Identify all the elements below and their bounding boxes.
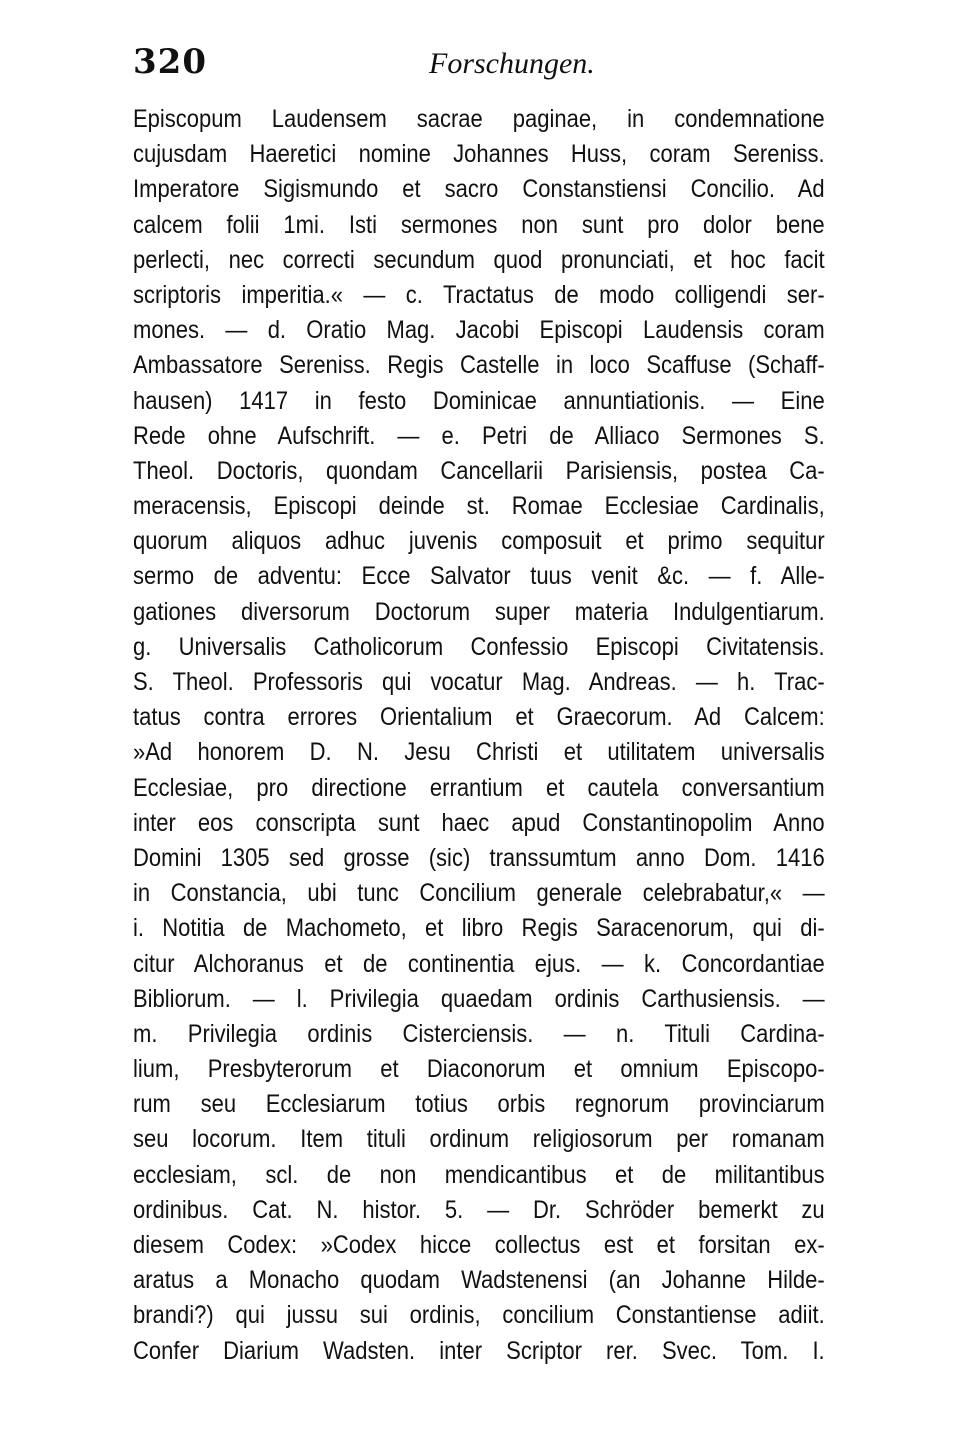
text-line: Ecclesiae, pro directione errantium et cautela conversantium bbox=[133, 773, 825, 802]
text-line: »Ad honorem D. N. Jesu Christi et utilitatem universalis bbox=[133, 738, 825, 767]
text-line: Bibliorum. — l. Privilegia quaedam ordinis Carthusiensis. — bbox=[133, 984, 825, 1013]
text-line: rum seu Ecclesiarum totius orbis regnorum provinciarum bbox=[133, 1090, 825, 1119]
text-line: citur Alchoranus et de continentia ejus. — k. Concordantiae bbox=[133, 949, 825, 978]
text-line: Domini 1305 sed grosse (sic) transsumtum anno Dom. 1416 bbox=[133, 843, 825, 872]
text-line: Ambassatore Sereniss. Regis Castelle in loco Scaffuse (Schaff- bbox=[133, 351, 825, 380]
text-line: lium, Presbyterorum et Diaconorum et omnium Episcopo- bbox=[133, 1055, 825, 1084]
text-line: meracensis, Episcopi deinde st. Romae Ecclesiae Cardinalis, bbox=[133, 492, 825, 521]
text-line: S. Theol. Professoris qui vocatur Mag. Andreas. — h. Trac- bbox=[133, 668, 825, 696]
text-line: sermo de adventu: Ecce Salvator tuus venit &c. — f. Alle- bbox=[133, 562, 825, 591]
text-line: diesem Codex: »Codex hicce collectus est et forsitan ex- bbox=[133, 1231, 825, 1259]
text-line: m. Privilegia ordinis Cisterciensis. — n. Tituli Cardina- bbox=[133, 1019, 825, 1048]
text-line: calcem folii 1mi. Isti sermones non sunt pro dolor bene bbox=[133, 210, 825, 239]
text-line: Imperatore Sigismundo et sacro Constanstiensi Concilio. Ad bbox=[133, 175, 825, 204]
running-head bbox=[133, 40, 833, 84]
text-line: gationes diversorum Doctorum super materia Indulgentiarum. bbox=[133, 597, 825, 626]
text-line: mones. — d. Oratio Mag. Jacobi Episcopi Laudensis coram bbox=[133, 316, 825, 345]
body-text bbox=[133, 102, 825, 1369]
text-line: scriptoris imperitia.« — c. Tractatus de modo colligendi ser- bbox=[133, 280, 825, 309]
text-line: ecclesiam, scl. de non mendicantibus et de militantibus bbox=[133, 1160, 825, 1189]
text-line: hausen) 1417 in festo Dominicae annuntiationis. — Eine bbox=[133, 386, 825, 415]
running-title: Forschungen. bbox=[429, 47, 595, 80]
text-line: Rede ohne Aufschrift. — e. Petri de Alliaco Sermones S. bbox=[133, 421, 825, 450]
text-line: aratus a Monacho quodam Wadstenensi (an Johanne Hilde- bbox=[133, 1266, 825, 1295]
text-line: Confer Diarium Wadsten. inter Scriptor rer. Svec. Tom. I. bbox=[133, 1336, 825, 1365]
text-line: Episcopum Laudensem sacrae paginae, in condemnatione bbox=[133, 105, 825, 133]
page-number: 320 bbox=[133, 42, 207, 82]
text-line: i. Notitia de Machometo, et libro Regis Saracenorum, qui di- bbox=[133, 914, 825, 943]
text-line: perlecti, nec correcti secundum quod pronunciati, et hoc facit bbox=[133, 245, 825, 274]
text-line: tatus contra errores Orientalium et Graecorum. Ad Calcem: bbox=[133, 703, 825, 732]
text-line: in Constancia, ubi tunc Concilium generale celebrabatur,« — bbox=[133, 879, 825, 908]
text-line: inter eos conscripta sunt haec apud Constantinopolim Anno bbox=[133, 808, 825, 837]
text-line: cujusdam Haeretici nomine Johannes Huss, coram Sereniss. bbox=[133, 140, 825, 169]
text-line: Theol. Doctoris, quondam Cancellarii Parisiensis, postea Ca- bbox=[133, 456, 825, 485]
text-line: brandi?) qui jussu sui ordinis, concilium Constantiense adiit. bbox=[133, 1301, 825, 1330]
text-line: ordinibus. Cat. N. histor. 5. — Dr. Schröder bemerkt zu bbox=[133, 1195, 825, 1224]
text-line: g. Universalis Catholicorum Confessio Episcopi Civitatensis. bbox=[133, 632, 825, 661]
text-line: seu locorum. Item tituli ordinum religiosorum per romanam bbox=[133, 1125, 825, 1154]
text-line: quorum aliquos adhuc juvenis composuit et primo sequitur bbox=[133, 527, 825, 556]
